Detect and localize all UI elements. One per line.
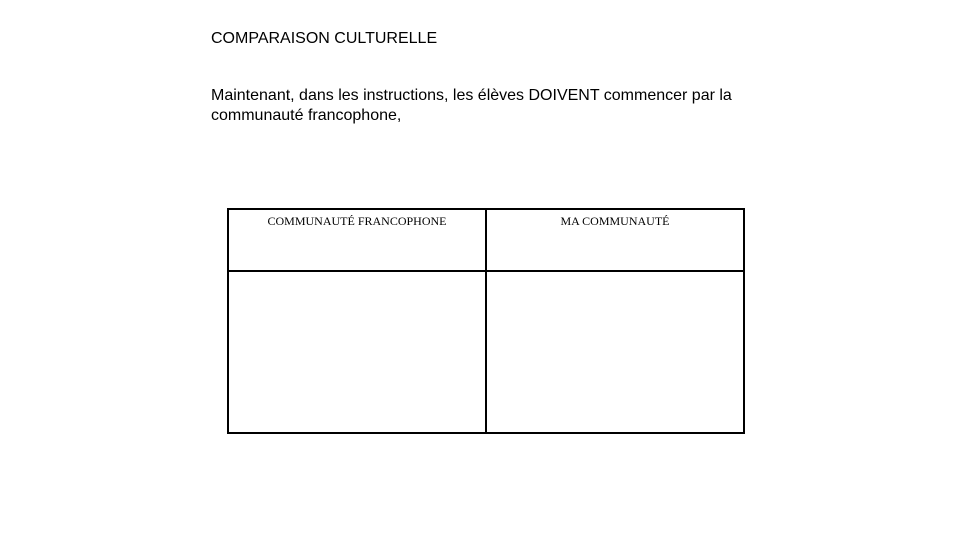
cell-francophone	[228, 271, 486, 433]
table-body-row	[228, 271, 744, 433]
column-header-francophone: COMMUNAUTÉ FRANCOPHONE	[228, 209, 486, 271]
table-header-row	[228, 209, 744, 271]
slide-title: COMPARAISON CULTURELLE	[211, 30, 438, 47]
comparison-table	[227, 208, 745, 434]
column-header-ma-communaute: MA COMMUNAUTÉ	[486, 209, 744, 271]
instructions-text: Maintenant, dans les instructions, les élèves DOIVENT commencer par la communauté francophone,	[211, 87, 732, 124]
cell-ma-communaute	[486, 271, 744, 433]
